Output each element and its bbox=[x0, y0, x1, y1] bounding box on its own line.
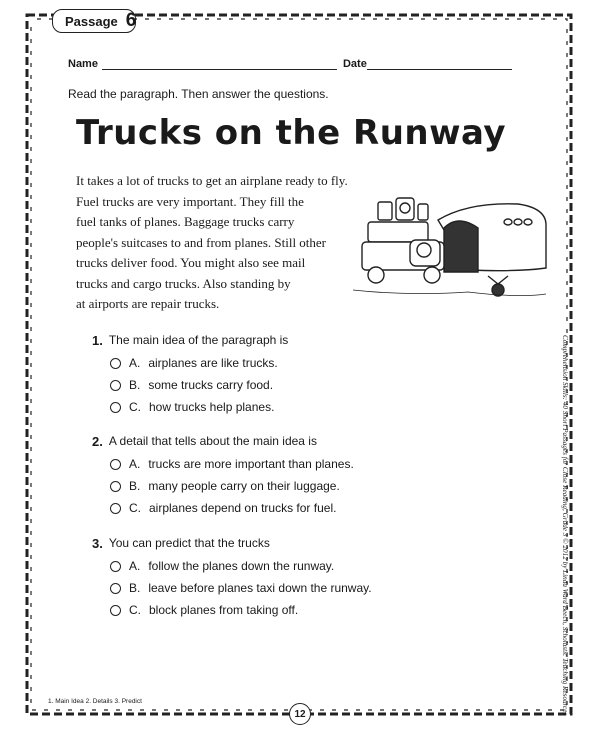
radio-circle-icon[interactable] bbox=[110, 605, 121, 616]
question-3 bbox=[92, 536, 372, 617]
option-letter: A. bbox=[129, 356, 141, 370]
paragraph-line: trucks deliver food. You might also see mail bbox=[76, 255, 306, 270]
radio-circle-icon[interactable] bbox=[110, 481, 121, 492]
paragraph-line: It takes a lot of trucks to get an airplane ready to fly. bbox=[76, 173, 348, 188]
option-text: block planes from taking off. bbox=[149, 603, 299, 617]
option-text: trucks are more important than planes. bbox=[148, 457, 354, 471]
credit-text: Comprehension Skills: 40 Short Passages for Close Reading, Grade 3 © 2012 by Linda Ward Beech, Scholastic Teaching Resources bbox=[561, 335, 569, 716]
answer-option[interactable] bbox=[110, 559, 372, 573]
sidebar-credit bbox=[562, 335, 576, 715]
option-letter: B. bbox=[129, 581, 141, 595]
answer-option[interactable] bbox=[110, 501, 354, 515]
option-letter: A. bbox=[129, 457, 141, 471]
option-letter: A. bbox=[129, 559, 141, 573]
paragraph-line: Fuel trucks are very important. They fill the bbox=[76, 193, 304, 209]
answer-option[interactable] bbox=[110, 457, 354, 471]
question-2 bbox=[92, 434, 354, 515]
answer-option[interactable] bbox=[110, 479, 354, 493]
paragraph-line: trucks and cargo trucks. Also standing by bbox=[76, 275, 291, 291]
radio-circle-icon[interactable] bbox=[110, 561, 121, 572]
radio-circle-icon[interactable] bbox=[110, 402, 121, 413]
question-text: You can predict that the trucks bbox=[108, 536, 270, 550]
answer-option[interactable] bbox=[110, 378, 288, 392]
reading-paragraph bbox=[76, 171, 366, 315]
date-label: Date bbox=[342, 58, 367, 70]
option-letter: C. bbox=[129, 400, 141, 414]
passage-number: 6 bbox=[125, 10, 137, 31]
question-number: 2. bbox=[92, 434, 103, 449]
option-text: many people carry on their luggage. bbox=[148, 479, 340, 493]
question-number: 3. bbox=[92, 536, 103, 551]
option-text: airplanes are like trucks. bbox=[148, 356, 278, 370]
question-text: The main idea of the paragraph is bbox=[108, 333, 289, 347]
question-1 bbox=[92, 333, 288, 414]
name-field[interactable] bbox=[102, 59, 337, 70]
question-number: 1. bbox=[92, 333, 103, 348]
page-title: Trucks on the Runway bbox=[76, 113, 507, 153]
answer-option[interactable] bbox=[110, 400, 288, 414]
option-letter: B. bbox=[129, 479, 141, 493]
paragraph-line: at airports are repair trucks. bbox=[76, 296, 220, 311]
option-text: airplanes depend on trucks for fuel. bbox=[149, 501, 337, 515]
date-field[interactable] bbox=[367, 59, 512, 70]
footer-skills: 1. Main Idea 2. Details 3. Predict bbox=[48, 698, 142, 705]
page-number: 12 bbox=[289, 703, 311, 725]
option-letter: C. bbox=[129, 501, 141, 515]
radio-circle-icon[interactable] bbox=[110, 583, 121, 594]
radio-circle-icon[interactable] bbox=[110, 503, 121, 514]
option-text: leave before planes taxi down the runway. bbox=[148, 581, 372, 595]
radio-circle-icon[interactable] bbox=[110, 358, 121, 369]
name-label: Name bbox=[68, 58, 98, 70]
option-letter: C. bbox=[129, 603, 141, 617]
option-text: how trucks help planes. bbox=[149, 400, 275, 414]
answer-option[interactable] bbox=[110, 581, 372, 595]
paragraph-line: people's suitcases to and from planes. Still other bbox=[76, 234, 327, 250]
option-letter: B. bbox=[129, 378, 141, 392]
name-date-row bbox=[68, 58, 518, 70]
radio-circle-icon[interactable] bbox=[110, 459, 121, 470]
answer-option[interactable] bbox=[110, 603, 372, 617]
answer-option[interactable] bbox=[110, 356, 288, 370]
instructions: Read the paragraph. Then answer the questions. bbox=[68, 87, 329, 101]
paragraph-line: fuel tanks of planes. Baggage trucks carry bbox=[76, 214, 295, 229]
passage-label: Passage bbox=[65, 13, 118, 29]
option-text: follow the planes down the runway. bbox=[148, 559, 335, 573]
question-text: A detail that tells about the main idea is bbox=[108, 434, 317, 448]
option-text: some trucks carry food. bbox=[148, 378, 274, 392]
passage-tab bbox=[52, 9, 136, 33]
truck-airplane-illustration bbox=[348, 180, 548, 305]
radio-circle-icon[interactable] bbox=[110, 380, 121, 391]
